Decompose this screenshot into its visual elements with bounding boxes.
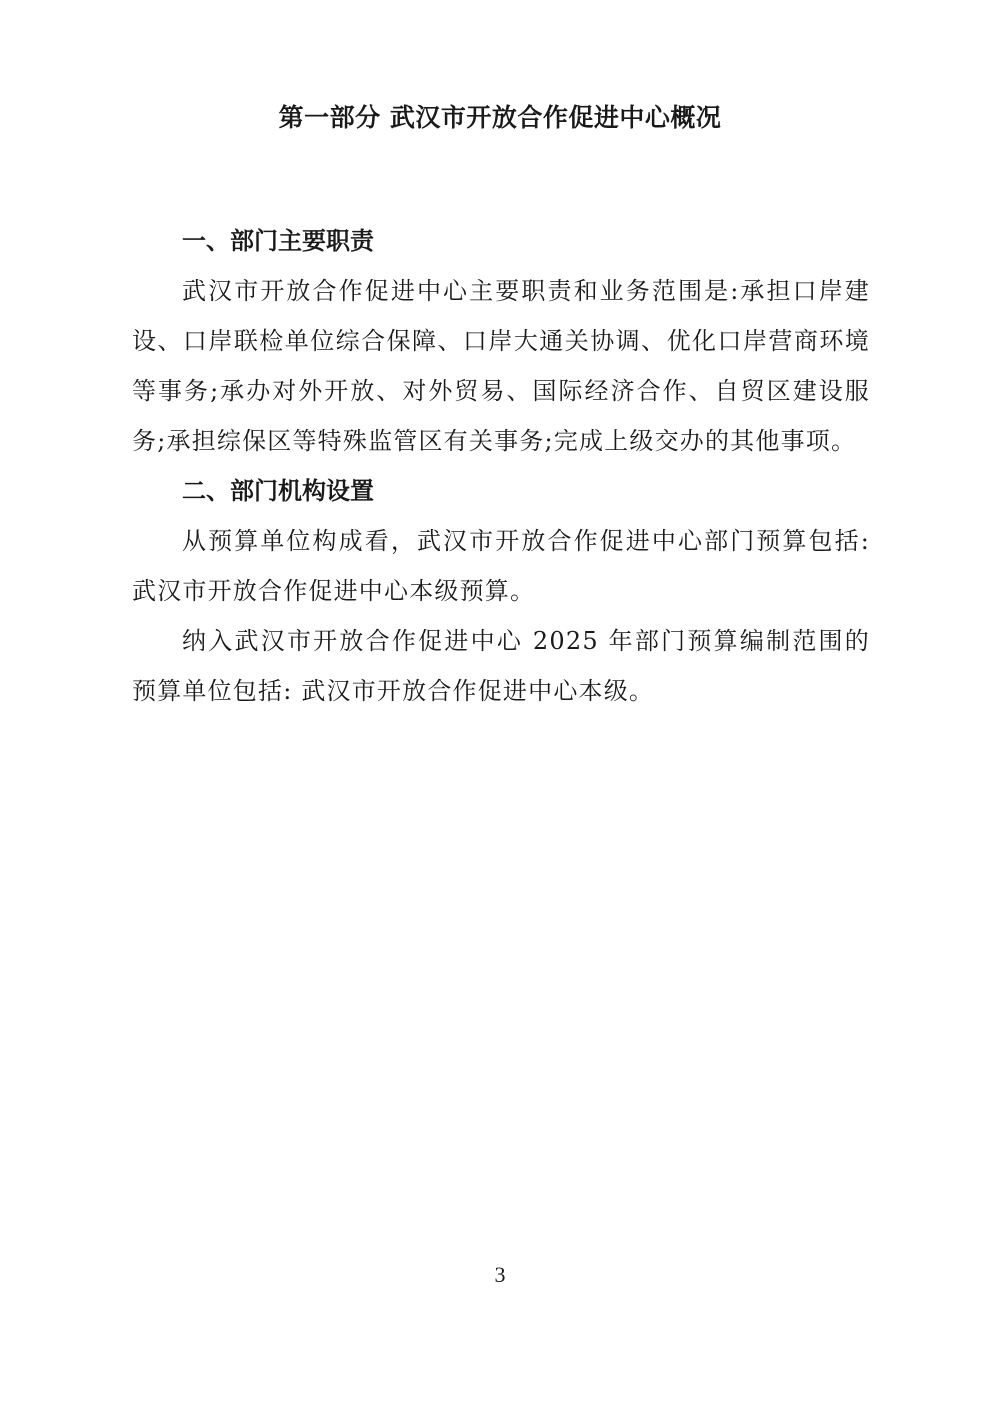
organization-paragraph-2: 纳入武汉市开放合作促进中心 2025 年部门预算编制范围的预算单位包括: 武汉市开放合作促进中心本级。	[132, 627, 870, 705]
page-number: 3	[494, 1262, 506, 1287]
section-heading-duties: 一、部门主要职责	[182, 227, 374, 255]
section-organization	[132, 466, 870, 716]
section-heading-organization: 二、部门机构设置	[182, 477, 374, 505]
section-main-duties	[132, 216, 870, 466]
organization-paragraph-1: 从预算单位构成看，武汉市开放合作促进中心部门预算包括: 武汉市开放合作促进中心本级预算。	[132, 527, 870, 605]
page-title: 第一部分 武汉市开放合作促进中心概况	[278, 103, 722, 132]
document-body	[132, 216, 870, 716]
duties-paragraph: 武汉市开放合作促进中心主要职责和业务范围是:承担口岸建设、口岸联检单位综合保障、口岸大通关协调、优化口岸营商环境等事务;承办对外开放、对外贸易、国际经济合作、自贸区建设服务;承担综保区等特殊监管区有关事务;完成上级交办的其他事项。	[132, 277, 870, 455]
